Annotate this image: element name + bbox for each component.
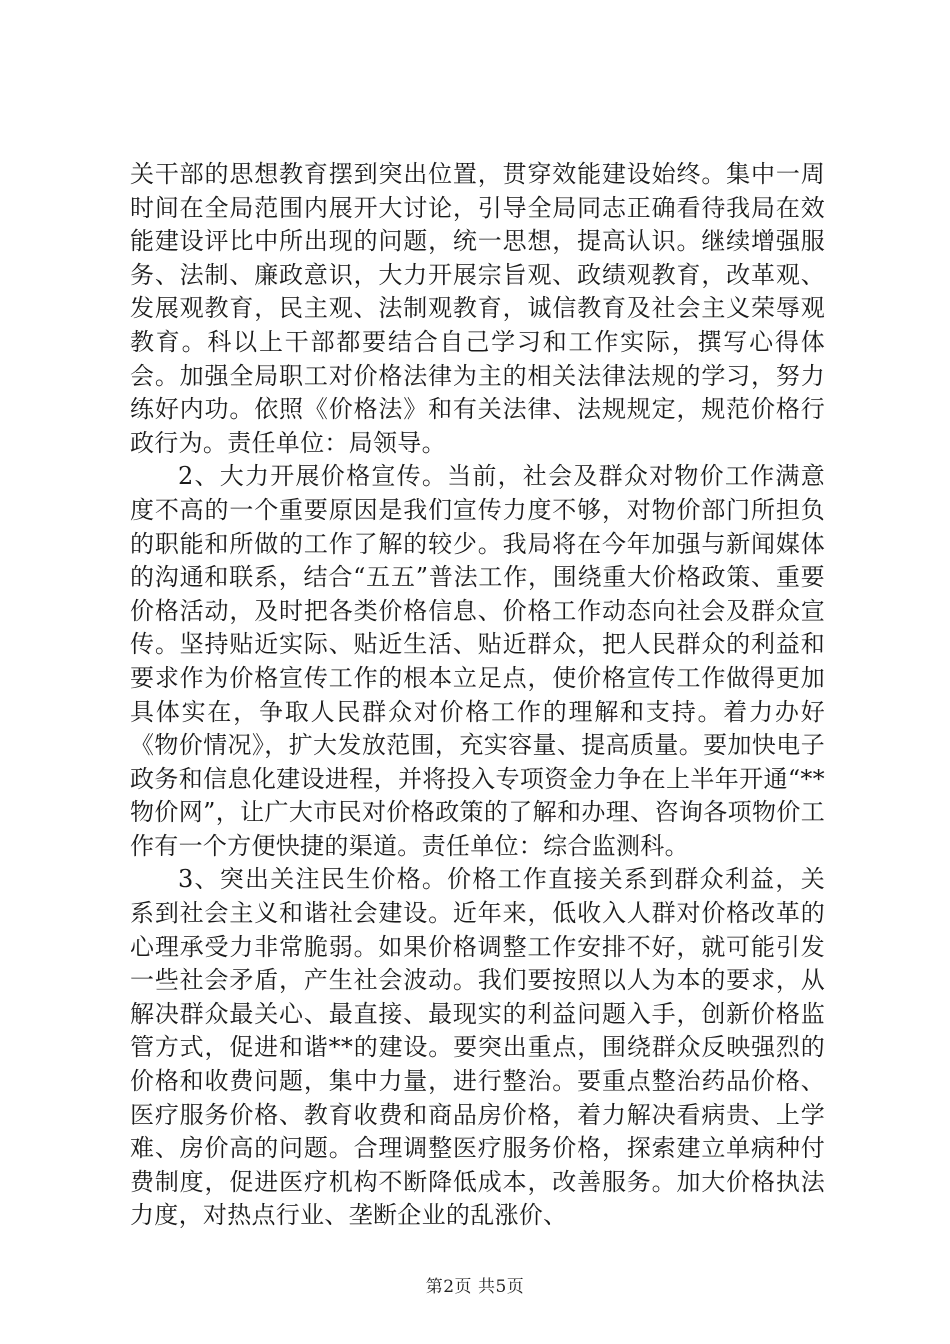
paragraph-price-publicity: 2、大力开展价格宣传。当前，社会及群众对物价工作满意度不高的一个重要原因是我们宣传力度不够，对物价部门所担负的职能和所做的工作了解的较少。我局将在今年加强与新闻媒体的沟通和联系，结合“五五”普法工作，围绕重大价格政策、重要价格活动，及时把各类价格信息、价格工作动态向社会及群众宣传。坚持贴近实际、贴近生活、贴近群众，把人民群众的利益和要求作为价格宣传工作的根本立足点，使价格宣传工作做得更加具体实在，争取人民群众对价格工作的理解和支持。着力办好《物价情况》，扩大发放范围，充实容量、提高质量。要加快电子政务和信息化建设进程，并将投入专项资金力争在上半年开通“**物价网”，让广大市民对价格政策的了解和办理、咨询各项物价工作有一个方便快捷的渠道。责任单位：综合监测科。	[130, 462, 825, 860]
document-body	[130, 158, 825, 1233]
paragraph-livelihood-prices: 3、突出关注民生价格。价格工作直接关系到群众利益，关系到社会主义和谐社会建设。近年来，低收入人群对价格改革的心理承受力非常脆弱。如果价格调整工作安排不好，就可能引发一些社会矛盾，产生社会波动。我们要按照以人为本的要求，从解决群众最关心、最直接、最现实的利益问题入手，创新价格监管方式，促进和谐**的建设。要突出重点，围绕群众反映强烈的价格和收费问题，集中力量，进行整治。要重点整治药品价格、医疗服务价格、教育收费和商品房价格，着力解决看病贵、上学难、房价高的问题。合理调整医疗服务价格，探索建立单病种付费制度，促进医疗机构不断降低成本，改善服务。加大价格执法力度，对热点行业、垄断企业的乱涨价、	[130, 865, 825, 1230]
page-number-footer: 第2页 共5页	[425, 1277, 525, 1297]
paragraph-continuation: 关干部的思想教育摆到突出位置，贯穿效能建设始终。集中一周时间在全局范围内展开大讨论，引导全局同志正确看待我局在效能建设评比中所出现的问题，统一思想，提高认识。继续增强服务、法制、廉政意识，大力开展宗旨观、政绩观教育，改革观、发展观教育，民主观、法制观教育，诚信教育及社会主义荣辱观教育。科以上干部都要结合自己学习和工作实际，撰写心得体会。加强全局职工对价格法律为主的相关法律法规的学习，努力练好内功。依照《价格法》和有关法律、法规规定，规范价格行政行为。责任单位：局领导。	[130, 160, 825, 457]
